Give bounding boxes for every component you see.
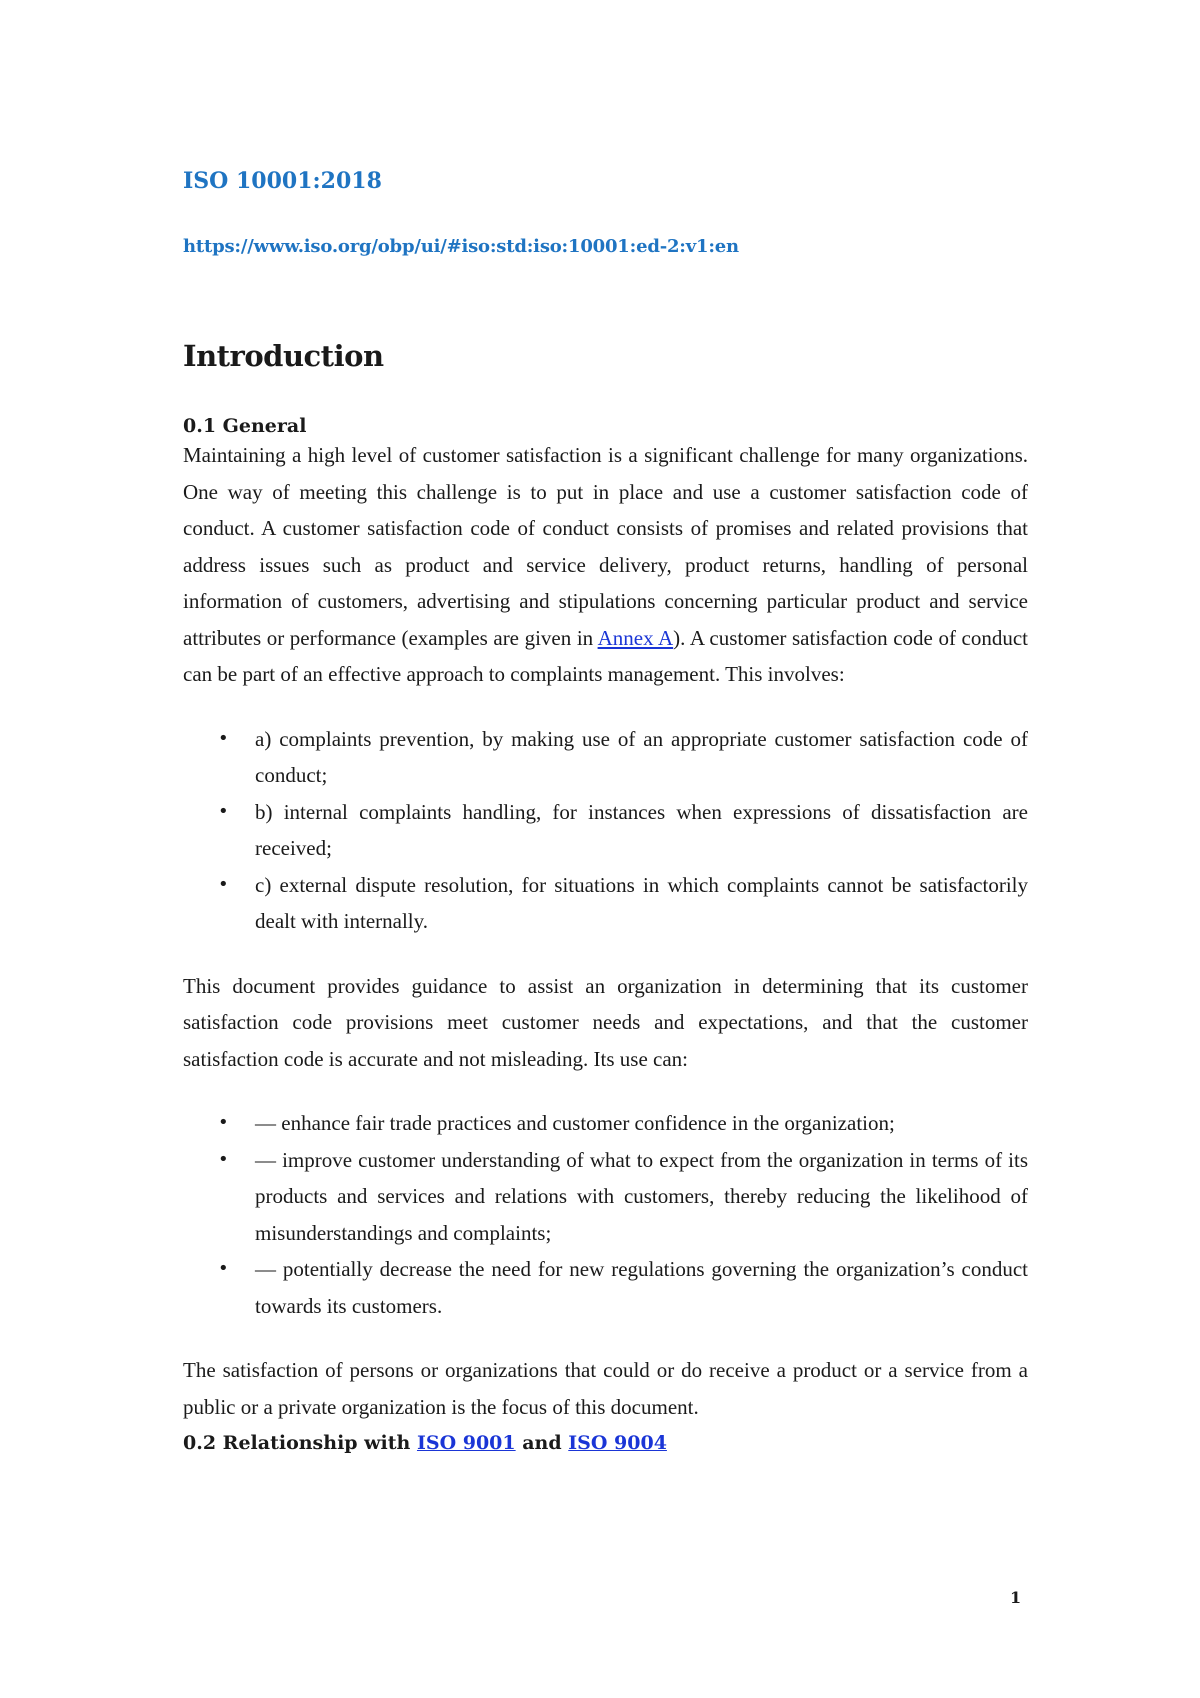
list-item <box>183 794 1028 867</box>
iso-9004-link[interactable]: ISO 9004 <box>568 1432 667 1454</box>
bullet-icon: • <box>218 1258 229 1279</box>
bullet-icon: • <box>218 873 229 895</box>
section-0-1-heading: 0.1 General <box>183 415 307 437</box>
benefits-list <box>183 1105 1028 1324</box>
bullet-icon: • <box>218 1148 229 1170</box>
paragraph-general-1-text-a: Maintaining a high level of customer satisfaction is a significant challenge for many organizations. One way of meeting this challenge is to put in place and use a customer satisfaction code of conduct. A customer satisfaction code of conduct consists of promises and related provisions that address issues such as product and service delivery, product returns, handling of personal information of customers, advertising and stipulations concerning particular product and service attributes or performance (examples are given in <box>183 443 1028 650</box>
list-item-text: — enhance fair trade practices and customer confidence in the organization; <box>255 1111 895 1135</box>
section-0-2-prefix: 0.2 Relationship with <box>183 1432 417 1454</box>
list-item <box>183 1251 1028 1324</box>
list-item <box>183 867 1028 940</box>
bullet-icon: • <box>218 800 229 822</box>
list-item-text: — improve customer understanding of what to expect from the organization in terms of its products and services and relations with customers, thereby reducing the likelihood of misunderstandings and complaints; <box>255 1147 1028 1245</box>
standard-url[interactable]: https://www.iso.org/obp/ui/#iso:std:iso:10001:ed-2:v1:en <box>183 236 739 257</box>
paragraph-general-1-text-b: ). A customer satisfaction code of conduct can be part of an effective approach to complaints management. This involves: <box>183 625 1028 686</box>
complaints-approach-list <box>183 721 1028 940</box>
iso-9001-link[interactable]: ISO 9001 <box>416 1432 516 1454</box>
paragraph-general-1 <box>183 437 1028 693</box>
section-0-2-heading <box>183 1425 1028 1461</box>
standard-title: ISO 10001:2018 <box>183 168 382 194</box>
annex-a-link[interactable]: Annex A <box>597 625 674 650</box>
paragraph-general-3: The satisfaction of persons or organizations that could or do receive a product or a service from a public or a private organization is the focus of this document. <box>183 1358 1028 1419</box>
list-item-text: a) complaints prevention, by making use of an appropriate customer satisfaction code of conduct; <box>255 726 1028 787</box>
page-number: 1 <box>1010 1588 1022 1607</box>
introduction-heading: Introduction <box>183 339 384 373</box>
paragraph-general-2: This document provides guidance to assist an organization in determining that its customer satisfaction code provisions meet customer needs and expectations, and that the customer satisfaction code is accurate and not misleading. Its use can: <box>183 973 1028 1071</box>
list-item-text: — potentially decrease the need for new regulations governing the organization’s conduct towards its customers. <box>255 1257 1028 1318</box>
list-item <box>183 1105 1028 1142</box>
page-content <box>183 168 1028 1461</box>
bullet-icon: • <box>218 1112 229 1133</box>
list-item-text: c) external dispute resolution, for situations in which complaints cannot be satisfactorily dealt with internally. <box>255 872 1028 933</box>
bullet-icon: • <box>218 727 229 749</box>
list-item <box>183 1142 1028 1252</box>
list-item <box>183 721 1028 794</box>
list-item-text: b) internal complaints handling, for instances when expressions of dissatisfaction are received; <box>255 799 1028 860</box>
section-0-2-joiner: and <box>515 1432 569 1454</box>
